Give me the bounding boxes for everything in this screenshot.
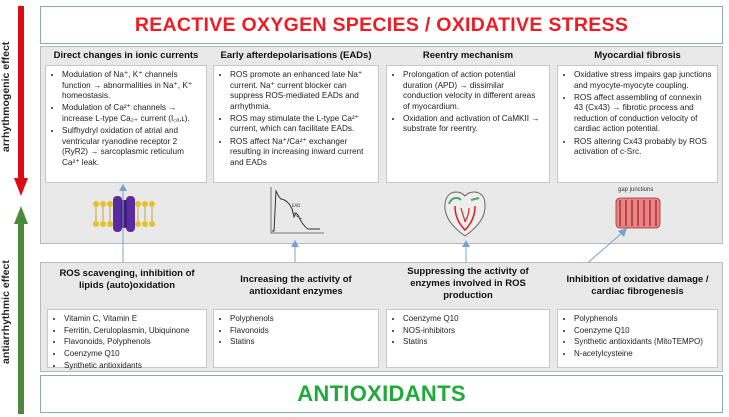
bottom-banner-title: ANTIOXIDANTS xyxy=(297,381,466,406)
mechanism-title: Reentry mechanism xyxy=(422,50,514,61)
strategy-card-suppressing-enzymes xyxy=(386,264,550,368)
strategy-card-antioxidant-enzymes xyxy=(213,264,379,368)
list-item: • N-acetylcysteine xyxy=(574,349,712,359)
list-item: • Coenzyme Q10 xyxy=(403,314,544,324)
list-item: • Oxidative stress impairs gap junctions and myocyte-myocyte coupling. xyxy=(574,70,712,91)
strategy-body xyxy=(47,309,207,368)
down-arrow-icon xyxy=(14,6,28,196)
heart-reentry-icon xyxy=(441,186,489,238)
mechanism-body xyxy=(557,65,718,183)
svg-text:EAD: EAD xyxy=(292,203,301,208)
list-item: • Oxidation and activation of CaMKII → substrate for reentry. xyxy=(403,114,544,135)
mechanism-body xyxy=(45,65,207,183)
list-item: • Statins xyxy=(403,337,544,347)
arrhythmogenic-effect-label: arrhythmogenic effect xyxy=(0,41,12,153)
list-item: • Coenzyme Q10 xyxy=(64,349,201,359)
mechanism-card-eads xyxy=(213,49,379,183)
list-item: • ROS affect assembling of connexin 43 (Cx43) → fibrotic process and reduction of conduction velocity of cardiac action potential. xyxy=(574,93,712,135)
list-item: • Polyphenols xyxy=(230,314,373,324)
mechanism-card-reentry xyxy=(386,49,550,183)
list-item: • Synthetic antioxidants xyxy=(64,361,201,371)
strategy-body xyxy=(213,309,379,368)
connector-arrow-diagonal xyxy=(580,226,630,266)
list-item: • Sulfhydryl oxidation of atrial and ventricular ryanodine receptor 2 (RyR2) → sarcoplasmic reticulum Ca²⁺ leak. xyxy=(62,126,201,168)
list-item: • Modulation of Ca²⁺ channels → increase L-type Ca₂₊ current (I꜀ₐ,ʟ). xyxy=(62,103,201,124)
connector-arrow-up xyxy=(291,240,299,264)
list-item: • Ferritin, Ceruloplasmin, Ubiquinone xyxy=(64,326,201,336)
mechanism-card-ionic-currents xyxy=(45,49,207,183)
mechanism-title: Early afterdepolarisations (EADs) xyxy=(220,50,372,61)
antiarrhythmic-effect-label: antiarrhythmic effect xyxy=(0,260,12,364)
strategy-card-oxidative-damage xyxy=(557,264,718,368)
mechanism-title: Direct changes in ionic currents xyxy=(53,50,199,61)
strategy-title: Suppressing the activity of enzymes involved in ROS production xyxy=(407,266,529,301)
list-item: • NOS-inhibitors xyxy=(403,326,544,336)
mechanism-body xyxy=(386,65,550,183)
list-item: • Prolongation of action potential duration (APD) → dissimilar conduction velocity in different areas of myocardium. xyxy=(403,70,544,112)
list-item: • Vitamin C, Vitamin E xyxy=(64,314,201,324)
mechanism-card-fibrosis xyxy=(557,49,718,183)
strategy-card-ros-scavenging xyxy=(47,264,207,368)
up-arrow-icon xyxy=(14,206,28,414)
top-banner-title: REACTIVE OXYGEN SPECIES / OXIDATIVE STRESS xyxy=(134,14,629,36)
mechanism-body xyxy=(213,65,379,183)
gap-junctions-label: gap junctions xyxy=(618,187,654,193)
strategy-title: Increasing the activity of antioxidant enzymes xyxy=(240,274,352,297)
strategy-body xyxy=(386,309,550,368)
gap-junction-icon xyxy=(615,196,661,230)
list-item: • ROS may stimulate the L-type Ca²⁺ current, which can facilitate EADs. xyxy=(230,114,373,135)
top-banner xyxy=(40,6,723,44)
action-potential-icon xyxy=(268,185,326,237)
list-item: • Flavonoids xyxy=(230,326,373,336)
list-item: • Polyphenols xyxy=(574,314,712,324)
list-item: • Synthetic antioxidants (MitoTEMPO) xyxy=(574,337,712,347)
connector-arrow-up xyxy=(119,184,127,264)
list-item: • ROS promote an enhanced late Na⁺ current. Na⁺ current blocker can suppress ROS-mediated EADs and arrhythmia. xyxy=(230,70,373,112)
strategy-title: Inhibition of oxidative damage / cardiac fibrogenesis xyxy=(566,274,709,297)
connector-arrow-up xyxy=(462,240,470,264)
bottom-banner xyxy=(40,375,723,413)
list-item: • Flavonoids, Polyphenols xyxy=(64,337,201,347)
strategy-title: ROS scavenging, inhibition of lipids (auto)oxidation xyxy=(59,268,195,291)
list-item: • ROS altering Cx43 probably by ROS activation of c-Src. xyxy=(574,137,712,158)
list-item: • Statins xyxy=(230,337,373,347)
list-item: • Modulation of Na⁺, K⁺ channels function → abnormalities in Na⁺, K⁺ homeostasis. xyxy=(62,70,201,102)
list-item: • Coenzyme Q10 xyxy=(574,326,712,336)
list-item: • ROS affect Na⁺/Ca²⁺ exchanger resulting in increasing inward current and EADs xyxy=(230,137,373,169)
mechanism-title: Myocardial fibrosis xyxy=(594,50,681,61)
strategy-body xyxy=(557,309,718,368)
